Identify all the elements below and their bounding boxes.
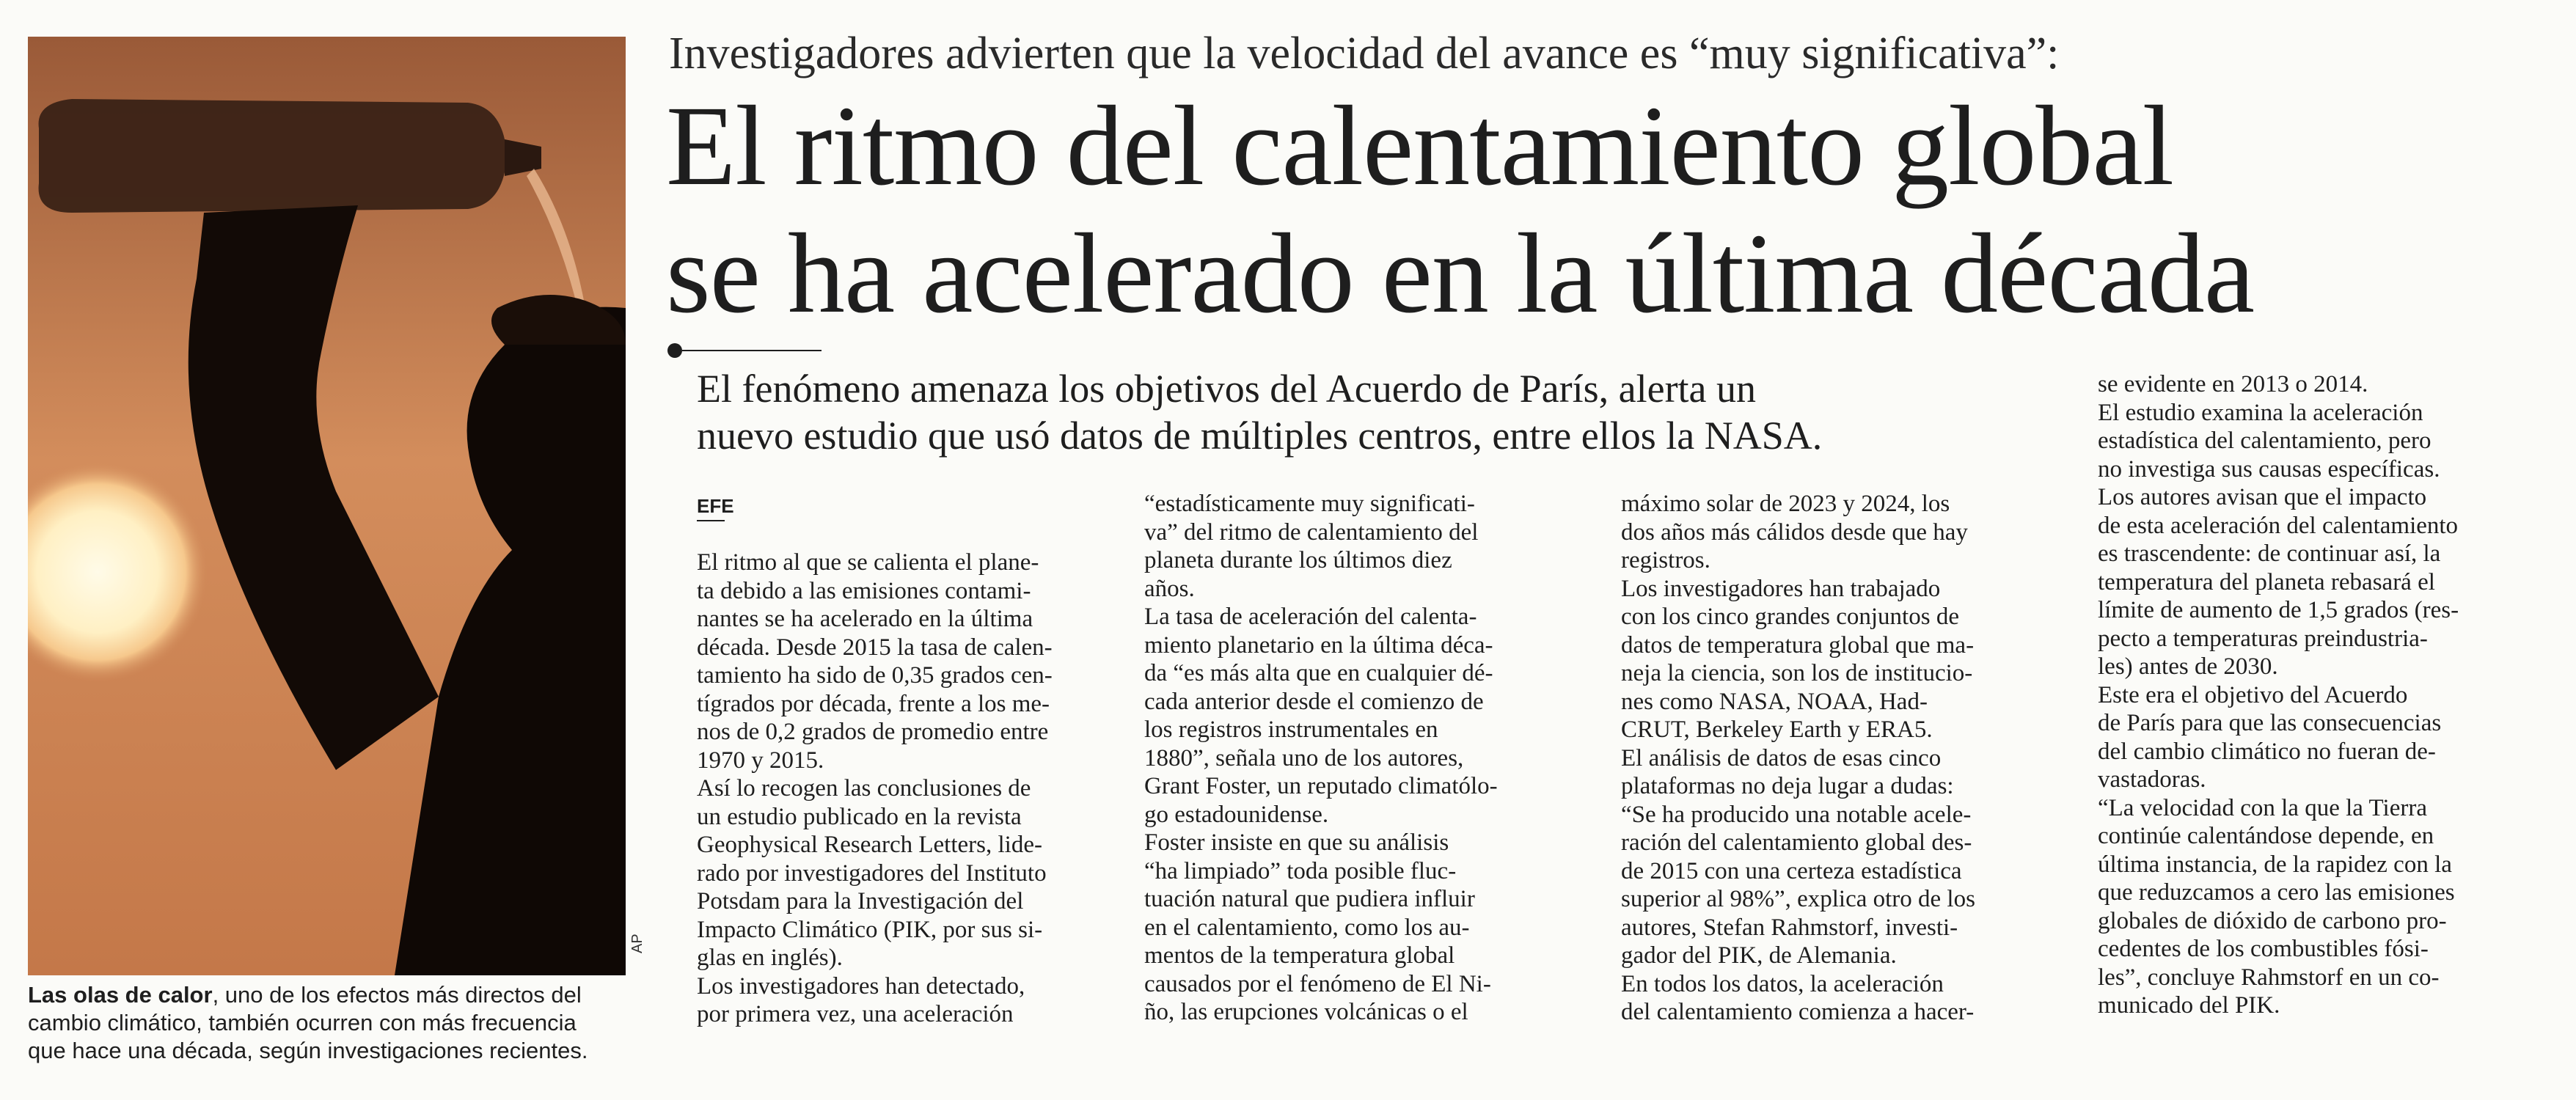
article-line: CRUT, Berkeley Earth y ERA5. <box>1621 716 1933 743</box>
article-line: plataformas no deja lugar a dudas: <box>1621 773 1954 799</box>
article-line: mentos de la temperatura global <box>1144 942 1455 969</box>
article-line: tígrados por década, frente a los me- <box>697 690 1050 717</box>
article-photo <box>28 37 626 975</box>
article-line: “estadísticamente muy significati- <box>1144 491 1475 517</box>
headline-line: El ritmo del calentamiento global <box>666 82 2174 209</box>
article-line: Este era el objetivo del Acuerdo <box>2098 681 2408 708</box>
article-line: registros. <box>1621 547 1710 573</box>
article-line: un estudio publicado en la revista <box>697 803 1022 830</box>
article-column-1 <box>697 549 1108 1029</box>
article-line: “Se ha producido una notable acele- <box>1621 801 1972 828</box>
divider-dot <box>667 343 682 358</box>
article-kicker: Investigadores advierten que la velocidad del avance es “muy significativa”: <box>669 29 2060 78</box>
article-line: los registros instrumentales en <box>1144 716 1438 743</box>
article-line: ño, las erupciones volcánicas o el <box>1144 999 1468 1025</box>
photo-credit: AP <box>629 934 645 953</box>
article-line: pecto a temperaturas preindustria- <box>2098 625 2428 652</box>
article-line: tuación natural que pudiera influir <box>1144 886 1475 912</box>
article-line: planeta durante los últimos diez <box>1144 547 1452 573</box>
article-line: continúe calentándose depende, en <box>2098 823 2434 849</box>
article-line: nantes se ha acelerado en la última <box>697 606 1033 632</box>
article-line: ta debido a las emisiones contami- <box>697 577 1031 604</box>
article-column-4 <box>2098 370 2538 1020</box>
article-column-3 <box>1621 490 2032 1027</box>
article-line: Potsdam para la Investigación del <box>697 888 1024 914</box>
caption-lead: Las olas de calor <box>28 982 213 1008</box>
article-line: miento planetario en la última déca- <box>1144 631 1493 659</box>
article-line: El estudio examina la aceleración <box>2098 399 2423 426</box>
article-line: Grant Foster, un reputado climatólo- <box>1144 773 1498 799</box>
article-line: El análisis de datos de esas cinco <box>1621 744 1942 771</box>
article-line: glas en inglés). <box>697 945 843 971</box>
caption-line: , uno de los efectos más directos del <box>212 982 582 1008</box>
heatwave-photo-illustration <box>28 37 626 975</box>
article-line: tamiento ha sido de 0,35 grados cen- <box>697 662 1053 689</box>
article-line: límite de aumento de 1,5 grados (res- <box>2098 597 2459 623</box>
article-line: se evidente en 2013 o 2014. <box>2098 371 2368 397</box>
article-deck <box>697 365 2076 459</box>
article-line: dos años más cálidos desde que hay <box>1621 518 1968 546</box>
article-line: vastadoras. <box>2098 766 2206 793</box>
article-line: de esta aceleración del calentamiento <box>2098 512 2459 539</box>
article-line: por primera vez, una aceleración <box>697 1001 1014 1027</box>
article-line: Foster insiste en que su análisis <box>1144 829 1449 856</box>
article-line: El ritmo al que se calienta el plane- <box>697 549 1039 576</box>
article-line: de París para que las consecuencias <box>2098 710 2442 736</box>
divider-line <box>682 350 822 351</box>
article-line: va” del ritmo de calentamiento del <box>1144 518 1479 546</box>
article-headline <box>666 82 2254 337</box>
deck-line: nuevo estudio que usó datos de múltiples centros, entre ellos la NASA. <box>697 414 1823 458</box>
article-line: Los investigadores han detectado, <box>697 972 1025 1000</box>
article-line: da “es más alta que en cualquier dé- <box>1144 660 1493 686</box>
article-line: de 2015 con una certeza estadística <box>1621 857 1962 884</box>
article-line: Los autores avisan que el impacto <box>2098 484 2427 510</box>
article-line: cedentes de los combustibles fósi- <box>2098 936 2429 962</box>
article-line: les) antes de 2030. <box>2098 653 2278 680</box>
deck-line: El fenómeno amenaza los objetivos del Acuerdo de París, alerta un <box>697 367 1757 411</box>
article-line: municado del PIK. <box>2098 992 2280 1019</box>
article-line: nes como NASA, NOAA, Had- <box>1621 688 1928 715</box>
article-line: máximo solar de 2023 y 2024, los <box>1621 491 1950 517</box>
article-column-2 <box>1144 490 1555 1027</box>
article-line: La tasa de aceleración del calenta- <box>1144 604 1477 630</box>
article-line: Geophysical Research Letters, lide- <box>697 832 1042 858</box>
article-line: causados por el fenómeno de El Ni- <box>1144 970 1491 997</box>
caption-line: que hace una década, según investigaciones recientes. <box>28 1038 588 1063</box>
article-line: en el calentamiento, como los au- <box>1144 914 1470 941</box>
article-line: Así lo recogen las conclusiones de <box>697 775 1031 802</box>
article-line: datos de temperatura global que ma- <box>1621 631 1975 659</box>
article-line: En todos los datos, la aceleración <box>1621 970 1944 997</box>
article-line: gador del PIK, de Alemania. <box>1621 942 1897 969</box>
article-line: estadística del calentamiento, pero <box>2098 428 2432 454</box>
article-line: superior al 98%”, explica otro de los <box>1621 886 1975 912</box>
article-line: es trascendente: de continuar así, la <box>2098 540 2441 567</box>
headline-line: se ha acelerado en la última década <box>666 210 2255 337</box>
article-line: les”, concluye Rahmstorf en un co- <box>2098 964 2440 991</box>
article-line: temperatura del planeta rebasará el <box>2098 568 2435 595</box>
article-line: cada anterior desde el comienzo de <box>1144 688 1484 715</box>
article-line: nos de 0,2 grados de promedio entre <box>697 719 1049 745</box>
article-line: década. Desde 2015 la tasa de calen- <box>697 634 1053 661</box>
photo-caption <box>28 981 637 1065</box>
article-line: Impacto Climático (PIK, por sus si- <box>697 916 1043 943</box>
article-line: 1970 y 2015. <box>697 747 824 774</box>
article-line: go estadounidense. <box>1144 801 1329 828</box>
article-line: “ha limpiado” toda posible fluc- <box>1144 857 1457 884</box>
article-line: globales de dióxido de carbono pro- <box>2098 907 2447 934</box>
article-line: neja la ciencia, son los de institucio- <box>1621 660 1973 686</box>
article-line: del cambio climático no fueran de- <box>2098 738 2436 765</box>
article-line: ración del calentamiento global des- <box>1621 829 1972 856</box>
article-line: autores, Stefan Rahmstorf, investi- <box>1621 914 1958 941</box>
caption-line: cambio climático, también ocurren con más frecuencia <box>28 1010 577 1035</box>
article-line: del calentamiento comienza a hacer- <box>1621 999 1975 1025</box>
article-line: que reduzcamos a cero las emisiones <box>2098 879 2455 906</box>
article-source: EFE <box>697 495 734 517</box>
article-line: 1880”, señala uno de los autores, <box>1144 744 1464 771</box>
article-line: última instancia, de la rapidez con la <box>2098 851 2452 878</box>
article-line: años. <box>1144 575 1195 602</box>
article-line: no investiga sus causas específicas. <box>2098 455 2440 483</box>
source-underline <box>697 520 725 521</box>
article-line: con los cinco grandes conjuntos de <box>1621 604 1959 630</box>
article-line: “La velocidad con la que la Tierra <box>2098 794 2427 821</box>
article-line: rado por investigadores del Instituto <box>697 859 1047 887</box>
article-line: Los investigadores han trabajado <box>1621 575 1941 602</box>
